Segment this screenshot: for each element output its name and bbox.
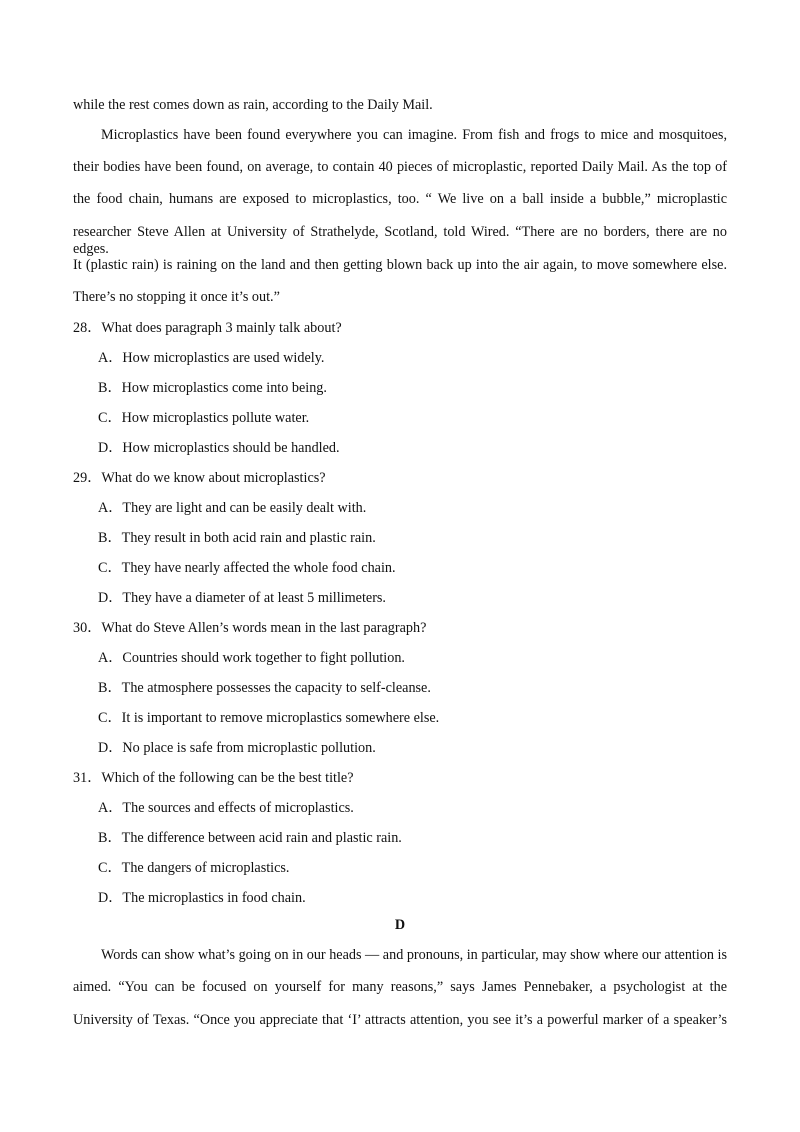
answer-option: A．Countries should work together to fight pollution. — [98, 650, 405, 666]
answer-option: C．They have nearly affected the whole food chain. — [98, 560, 396, 576]
question-stem: 31．Which of the following can be the best title? — [73, 770, 354, 786]
passage-line: researcher Steve Allen at University of Strathelyde, Scotland, told Wired. “There are no borders, there are no edges. — [73, 224, 727, 257]
answer-option: C．How microplastics pollute water. — [98, 410, 310, 426]
answer-option: C．It is important to remove microplastics somewhere else. — [98, 710, 440, 726]
question-stem: 30．What do Steve Allen’s words mean in the last paragraph? — [73, 620, 427, 636]
question-stem: 29．What do we know about microplastics? — [73, 470, 326, 486]
answer-option: B．The difference between acid rain and plastic rain. — [98, 830, 402, 846]
question-stem: 28．What does paragraph 3 mainly talk about? — [73, 320, 342, 336]
passage-line: while the rest comes down as rain, according to the Daily Mail. — [73, 97, 433, 113]
answer-option: A．The sources and effects of microplastics. — [98, 800, 354, 816]
section-heading: D — [394, 917, 406, 933]
answer-option: A．They are light and can be easily dealt with. — [98, 500, 367, 516]
answer-option: B．How microplastics come into being. — [98, 380, 327, 396]
passage-line: their bodies have been found, on average, to contain 40 pieces of microplastic, reported Daily Mail. As the top of — [73, 159, 727, 175]
passage-line: the food chain, humans are exposed to microplastics, too. “ We live on a ball inside a bubble,” microplastic — [73, 191, 727, 207]
passage-line: Microplastics have been found everywhere you can imagine. From fish and frogs to mice and mosquitoes, — [101, 127, 727, 143]
answer-option: B．They result in both acid rain and plastic rain. — [98, 530, 376, 546]
answer-option: C．The dangers of microplastics. — [98, 860, 290, 876]
answer-option: D．No place is safe from microplastic pollution. — [98, 740, 376, 756]
passage-line: aimed. “You can be focused on yourself for many reasons,” says James Pennebaker, a psychologist at the — [73, 979, 727, 995]
answer-option: D．How microplastics should be handled. — [98, 440, 340, 456]
answer-option: D．They have a diameter of at least 5 millimeters. — [98, 590, 386, 606]
passage-line: It (plastic rain) is raining on the land and then getting blown back up into the air again, to move somewhere else. — [73, 257, 727, 273]
answer-option: A．How microplastics are used widely. — [98, 350, 325, 366]
passage-line: Words can show what’s going on in our heads — and pronouns, in particular, may show where our attention is — [101, 947, 727, 963]
passage-line: There’s no stopping it once it’s out.” — [73, 289, 280, 305]
answer-option: D．The microplastics in food chain. — [98, 890, 306, 906]
answer-option: B．The atmosphere possesses the capacity to self-cleanse. — [98, 680, 431, 696]
passage-line: University of Texas. “Once you appreciate that ‘I’ attracts attention, you see it’s a powerful marker of a speaker’s — [73, 1012, 727, 1028]
